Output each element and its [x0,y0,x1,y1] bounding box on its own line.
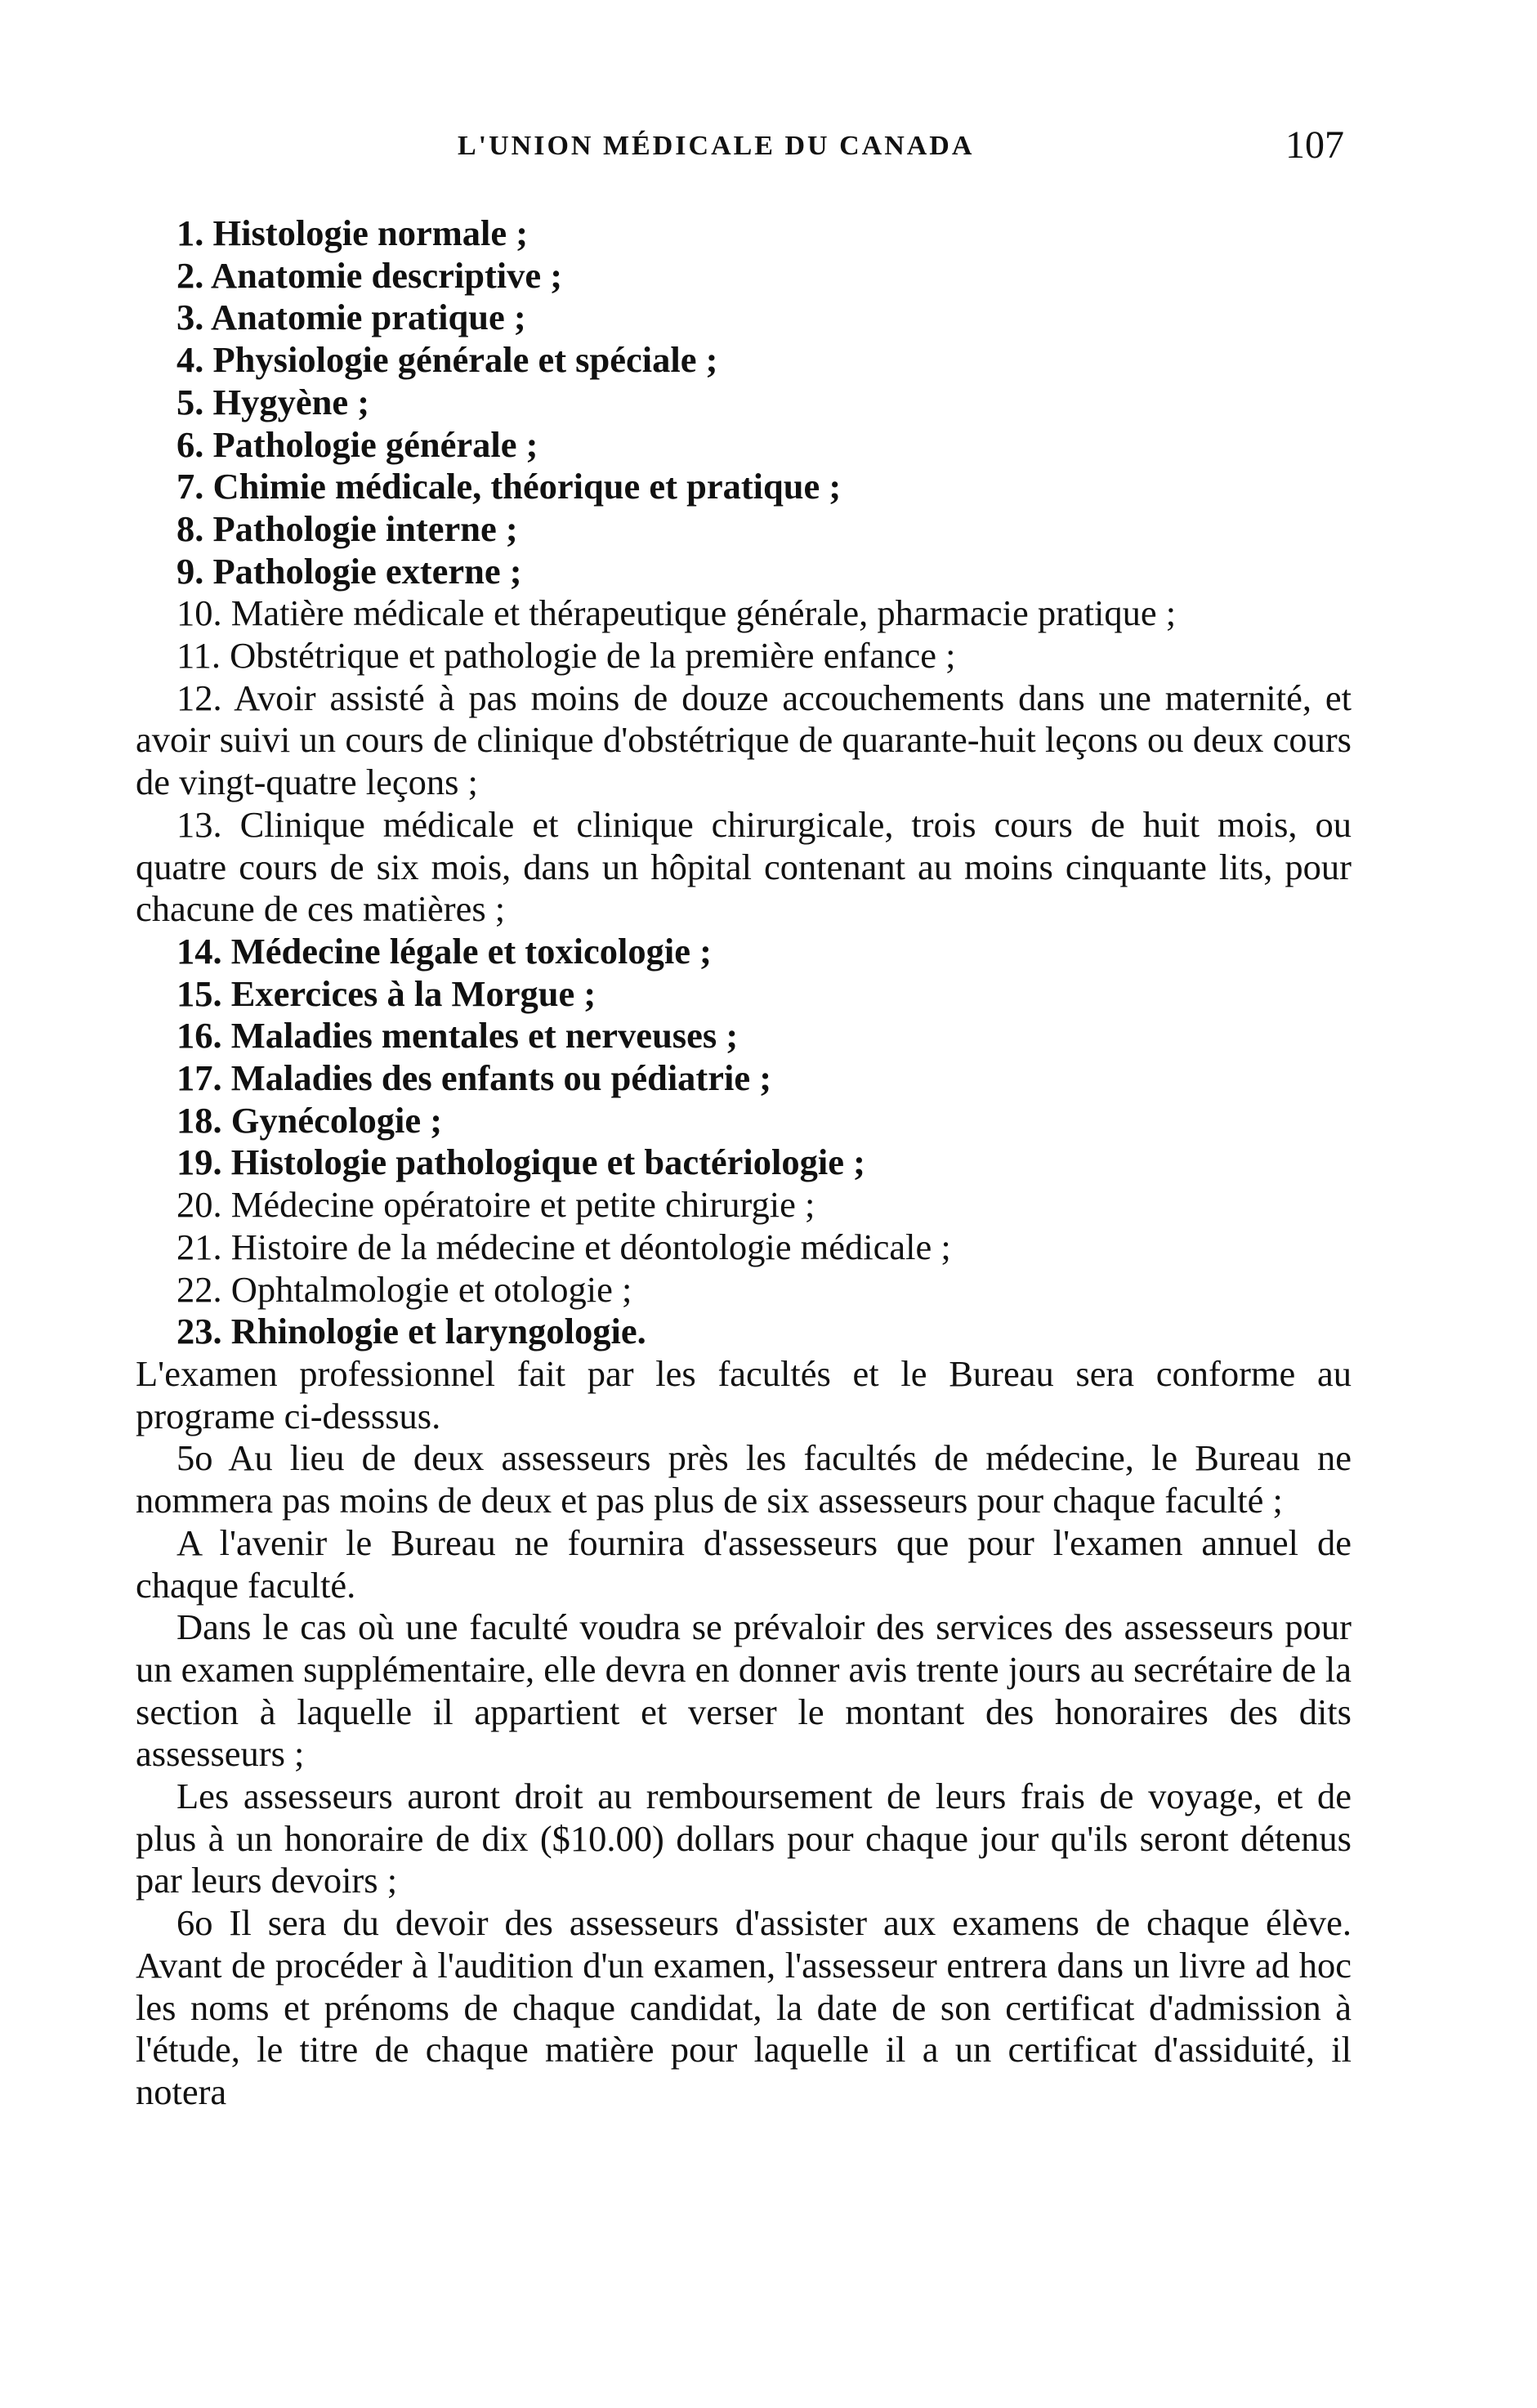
list-item: 21. Histoire de la médecine et déontologie médicale ; [176,1226,951,1267]
body-text [136,212,1352,2114]
paragraph: Dans le cas où une faculté voudra se prévaloir des services des assesseurs pour un examen supplémentaire, elle devra en donner avis trente jours au secrétaire de la section à laquelle il appartient et verser le montant des honoraires des dits assesseurs ; [136,1606,1352,1775]
list-item: 20. Médecine opératoire et petite chirurgie ; [176,1184,815,1226]
list-item: 13. Clinique médicale et clinique chirurgicale, trois cours de huit mois, ou quatre cours de six mois, dans un hôpital contenant au moins cinquante lits, pour chacune de ces matières ; [136,803,1352,930]
list-item: 19. Histologie pathologique et bactériologie ; [176,1141,865,1183]
page-number: 107 [1285,123,1344,167]
paragraph: L'examen professionnel fait par les facultés et le Bureau sera conforme au programe ci-desssus. [136,1352,1352,1436]
list-item: 7. Chimie médicale, théorique et pratique ; [176,466,842,507]
list-item: 2. Anatomie descriptive ; [176,254,563,296]
paragraph: Les assesseurs auront droit au remboursement de leurs frais de voyage, et de plus à un honoraire de dix ($10.00) dollars pour chaque jour qu'ils seront détenus par leurs devoirs ; [136,1776,1352,1901]
list-item: 18. Gynécologie ; [176,1099,443,1141]
list-item: 23. Rhinologie et laryngologie. [176,1311,646,1352]
paragraph: 5o Au lieu de deux assesseurs près les facultés de médecine, le Bureau ne nommera pas moins de deux et pas plus de six assesseurs pour chaque faculté ; [136,1437,1352,1521]
list-item: 4. Physiologie générale et spéciale ; [176,339,718,381]
list-item: 15. Exercices à la Morgue ; [176,972,596,1014]
list-item: 1. Histologie normale ; [176,212,529,253]
list-item: 14. Médecine légale et toxicologie ; [176,930,712,972]
list-item: 8. Pathologie interne ; [176,507,518,549]
list-item: 3. Anatomie pratique ; [176,297,526,338]
paragraph: A l'avenir le Bureau ne fournira d'assesseurs que pour l'examen annuel de chaque faculté. [136,1521,1352,1606]
list-item: 9. Pathologie externe ; [176,550,522,592]
list-item: 22. Ophtalmologie et otologie ; [176,1268,632,1310]
list-item: 16. Maladies mentales et nerveuses ; [176,1015,739,1057]
list-item: 17. Maladies des enfants ou pédiatrie ; [176,1057,772,1099]
list-item: 10. Matière médicale et thérapeutique générale, pharmacie pratique ; [176,592,1177,634]
list-item: 12. Avoir assisté à pas moins de douze accouchements dans une maternité, et avoir suivi un cours de clinique d'obstétrique de quarante-huit leçons ou deux cours de vingt-quatre leçons ; [136,677,1352,803]
running-title: L'UNION MÉDICALE DU CANADA [458,131,975,161]
paragraph: 6o Il sera du devoir des assesseurs d'assister aux examens de chaque élève. Avant de procéder à l'audition d'un examen, l'assesseur entrera dans un livre ad hoc les noms et prénoms de chaque candidat, la date de son certificat d'admission à l'étude, le titre de chaque matière pour laquelle il a un certificat d'assiduité, il notera [136,1902,1352,2112]
list-item: 11. Obstétrique et pathologie de la première enfance ; [176,635,956,677]
list-item: 6. Pathologie générale ; [176,423,538,465]
list-item: 5. Hygyène ; [176,381,370,422]
